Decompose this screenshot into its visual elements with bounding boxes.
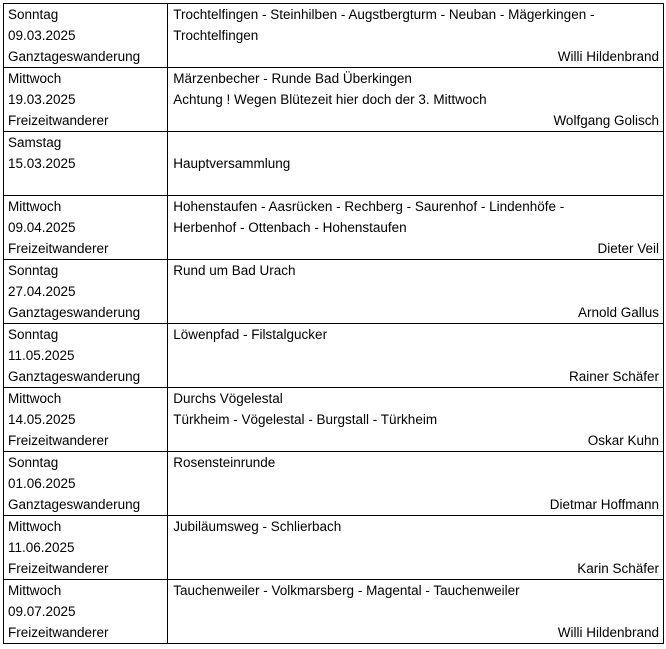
event-day: Mittwoch [8, 583, 62, 598]
event-day: Mittwoch [8, 199, 62, 214]
route-line: Tauchenweiler - Volkmarsberg - Magental - Tauchenweiler [173, 583, 520, 598]
event-category: Ganztageswanderung [8, 497, 141, 512]
event-day: Mittwoch [8, 519, 62, 534]
tour-leader: Willi Hildenbrand [557, 49, 659, 64]
route-line: Jubiläumsweg - Schlierbach [173, 519, 342, 534]
tour-cell [168, 516, 664, 580]
table-row [4, 452, 664, 516]
event-day: Sonntag [8, 263, 59, 278]
route-line: Märzenbecher - Runde Bad Überkingen [173, 71, 412, 86]
date-cell [4, 580, 168, 644]
table-row [4, 196, 664, 260]
route-line: Hohenstaufen - Aasrücken - Rechberg - Saurenhof - Lindenhöfe - [173, 199, 565, 214]
event-date: 15.03.2025 [8, 156, 76, 171]
event-day: Mittwoch [8, 71, 62, 86]
route-line: Durchs Vögelestal [173, 391, 283, 406]
event-category: Ganztageswanderung [8, 49, 141, 64]
route-line: Achtung ! Wegen Blütezeit hier doch der 3. Mittwoch [173, 92, 487, 107]
tour-cell [168, 68, 664, 132]
tour-leader: Dietmar Hoffmann [549, 497, 659, 512]
route-line: Rosensteinrunde [173, 455, 276, 470]
tour-cell [168, 324, 664, 388]
hiking-schedule-table [3, 3, 664, 644]
event-category: Freizeitwanderer [8, 561, 109, 576]
date-cell [4, 132, 168, 196]
route-line: Trochtelfingen - Steinhilben - Augstbergturm - Neuban - Mägerkingen - [173, 7, 595, 22]
event-day: Sonntag [8, 327, 59, 342]
date-cell [4, 260, 168, 324]
date-cell [4, 196, 168, 260]
event-date: 09.04.2025 [8, 220, 76, 235]
tour-leader: Willi Hildenbrand [557, 625, 659, 640]
table-row [4, 516, 664, 580]
event-category: Freizeitwanderer [8, 241, 109, 256]
event-category: Ganztageswanderung [8, 369, 141, 384]
event-category [8, 174, 167, 195]
event-category: Freizeitwanderer [8, 625, 109, 640]
event-day: Samstag [8, 135, 62, 150]
tour-leader: Rainer Schäfer [568, 369, 659, 384]
route-line: Herbenhof - Ottenbach - Hohenstaufen [173, 220, 407, 235]
table-row [4, 580, 664, 644]
event-date: 14.05.2025 [8, 412, 76, 427]
date-cell [4, 68, 168, 132]
tour-cell [168, 196, 664, 260]
event-date: 01.06.2025 [8, 476, 76, 491]
tour-leader: Karin Schäfer [577, 561, 659, 576]
route-line: Türkheim - Vögelestal - Burgstall - Türkheim [173, 412, 438, 427]
tour-cell [168, 4, 664, 68]
table-row [4, 260, 664, 324]
date-cell [4, 516, 168, 580]
route-line: Trochtelfingen [173, 28, 259, 43]
date-cell [4, 4, 168, 68]
event-date: 19.03.2025 [8, 92, 76, 107]
route-line: Löwenpfad - Filstalgucker [173, 327, 328, 342]
date-cell [4, 388, 168, 452]
event-category: Freizeitwanderer [8, 433, 109, 448]
event-date: 27.04.2025 [8, 284, 76, 299]
tour-cell [168, 132, 664, 196]
event-date: 09.03.2025 [8, 28, 76, 43]
event-date: 09.07.2025 [8, 604, 76, 619]
tour-leader: Wolfgang Golisch [553, 113, 659, 128]
table-row [4, 68, 664, 132]
event-category: Ganztageswanderung [8, 305, 141, 320]
tour-cell [168, 580, 664, 644]
table-row [4, 132, 664, 196]
event-date: 11.05.2025 [8, 348, 75, 363]
event-day: Sonntag [8, 455, 59, 470]
tour-leader: Arnold Gallus [577, 305, 659, 320]
tour-leader: Dieter Veil [597, 241, 659, 256]
tour-cell [168, 452, 664, 516]
event-category: Freizeitwanderer [8, 113, 109, 128]
table-row [4, 4, 664, 68]
date-cell [4, 324, 168, 388]
tour-cell [168, 388, 664, 452]
table-row [4, 324, 664, 388]
event-date: 11.06.2025 [8, 540, 75, 555]
date-cell [4, 452, 168, 516]
route-line: Hauptversammlung [173, 156, 291, 171]
tour-leader: Oskar Kuhn [587, 433, 659, 448]
event-day: Sonntag [8, 7, 59, 22]
route-line: Rund um Bad Urach [173, 263, 296, 278]
event-day: Mittwoch [8, 391, 62, 406]
tour-cell [168, 260, 664, 324]
table-row [4, 388, 664, 452]
